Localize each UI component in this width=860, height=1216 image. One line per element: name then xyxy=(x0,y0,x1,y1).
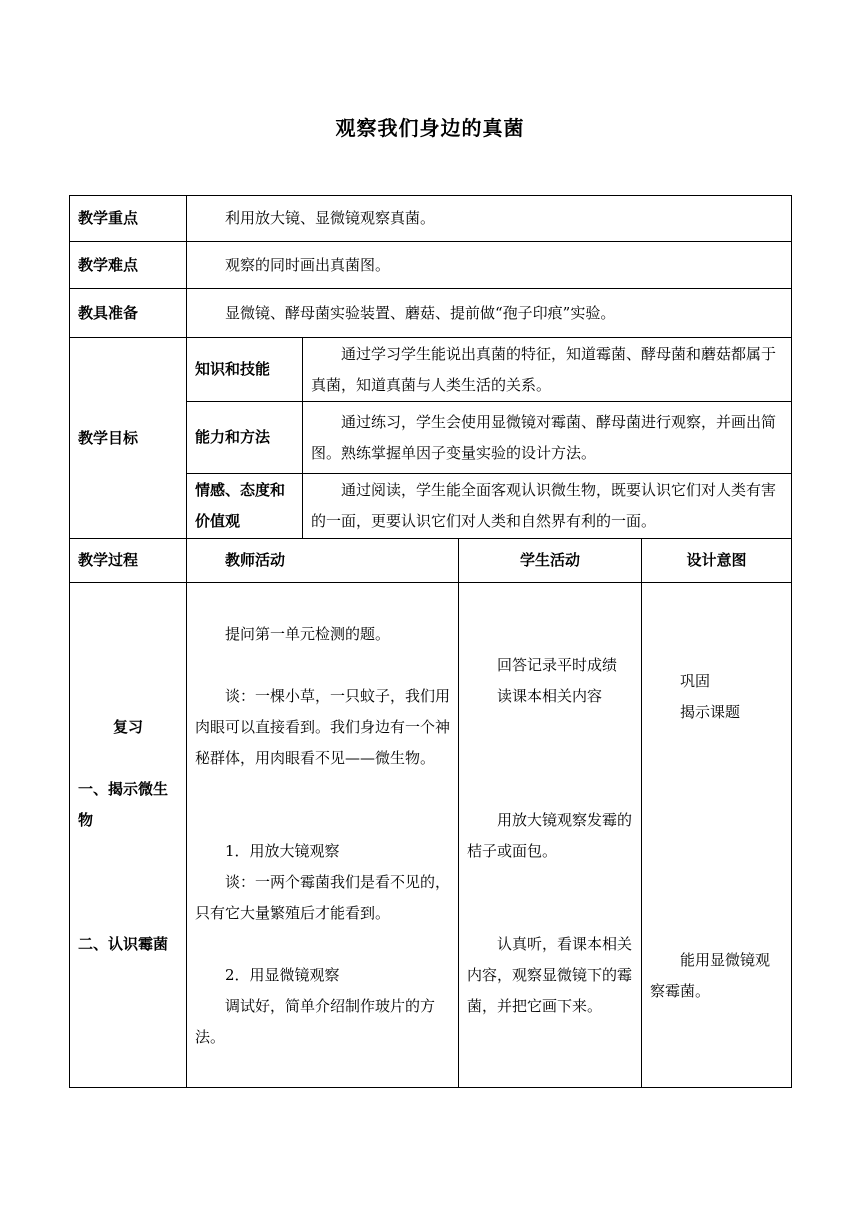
row-difficulty xyxy=(70,242,792,289)
key-point-text: 利用放大镜、显微镜观察真菌。 xyxy=(187,196,792,242)
goals-label: 教学目标 xyxy=(70,338,187,539)
student-activity-cell xyxy=(459,583,642,1088)
goal-name-knowledge: 知识和技能 xyxy=(187,338,303,402)
stage-reveal: 一、揭示微生物 xyxy=(78,780,169,829)
stage-review: 复习 xyxy=(112,718,143,736)
teacher-step1-text: 谈：一两个霉菌我们是看不见的，只有它大量繁殖后才能看到。 xyxy=(195,873,451,922)
teacher-step2-title: 2．用显微镜观察 xyxy=(225,966,340,984)
goal-text-attitude: 通过阅读，学生能全面客观认识微生物，既要认识它们对人类有害的一面，更要认识它们对人类和自然界有利的一面。 xyxy=(303,474,792,539)
stage-mold: 二、认识霉菌 xyxy=(78,935,169,953)
lesson-plan-table xyxy=(69,195,792,1088)
key-point-label: 教学重点 xyxy=(70,196,187,242)
teacher-step2-text: 调试好，简单介绍制作玻片的方法。 xyxy=(195,997,436,1046)
goal-name-attitude: 情感、态度和价值观 xyxy=(187,474,303,539)
intent-step2: 能用显微镜观察霉菌。 xyxy=(650,950,771,1000)
teacher-review: 提问第一单元检测的题。 xyxy=(225,625,391,643)
row-materials xyxy=(70,289,792,338)
stages-cell xyxy=(70,583,187,1088)
student-reveal: 读课本相关内容 xyxy=(497,687,603,705)
goal-text-ability: 通过练习，学生会使用显微镜对霉菌、酵母菌进行观察，并画出简图。熟练掌握单因子变量实验的设计方法。 xyxy=(303,402,792,474)
header-student: 学生活动 xyxy=(459,539,642,583)
row-goal-knowledge xyxy=(70,338,792,402)
intent-reveal: 揭示课题 xyxy=(680,702,741,721)
difficulty-label: 教学难点 xyxy=(70,242,187,289)
teacher-step1-title: 1．用放大镜观察 xyxy=(225,842,340,860)
goal-text-knowledge: 通过学习学生能说出真菌的特征，知道霉菌、酵母菌和蘑菇都属于真菌，知道真菌与人类生活的关系。 xyxy=(303,338,792,402)
header-process: 教学过程 xyxy=(70,539,187,583)
header-teacher: 教师活动 xyxy=(187,539,459,583)
student-step2: 认真听，看课本相关内容，观察显微镜下的霉菌，并把它画下来。 xyxy=(467,935,633,1015)
header-intent: 设计意图 xyxy=(642,539,792,583)
student-step1: 用放大镜观察发霉的桔子或面包。 xyxy=(467,811,633,860)
intent-review: 巩固 xyxy=(680,671,711,690)
teacher-activity-cell xyxy=(187,583,459,1088)
process-header-row xyxy=(70,539,792,583)
row-key-point xyxy=(70,196,792,242)
materials-label: 教具准备 xyxy=(70,289,187,338)
materials-text: 显微镜、酵母菌实验装置、蘑菇、提前做“孢子印痕”实验。 xyxy=(187,289,792,338)
page-title: 观察我们身边的真菌 xyxy=(335,116,525,140)
difficulty-text: 观察的同时画出真菌图。 xyxy=(187,242,792,289)
student-review: 回答记录平时成绩 xyxy=(497,656,618,674)
teacher-reveal: 谈：一棵小草，一只蚊子，我们用肉眼可以直接看到。我们身边有一个神秘群体，用肉眼看不见——微生物。 xyxy=(195,687,451,767)
intent-cell xyxy=(642,583,792,1088)
process-body-row xyxy=(70,583,792,1088)
goal-name-ability: 能力和方法 xyxy=(187,402,303,474)
